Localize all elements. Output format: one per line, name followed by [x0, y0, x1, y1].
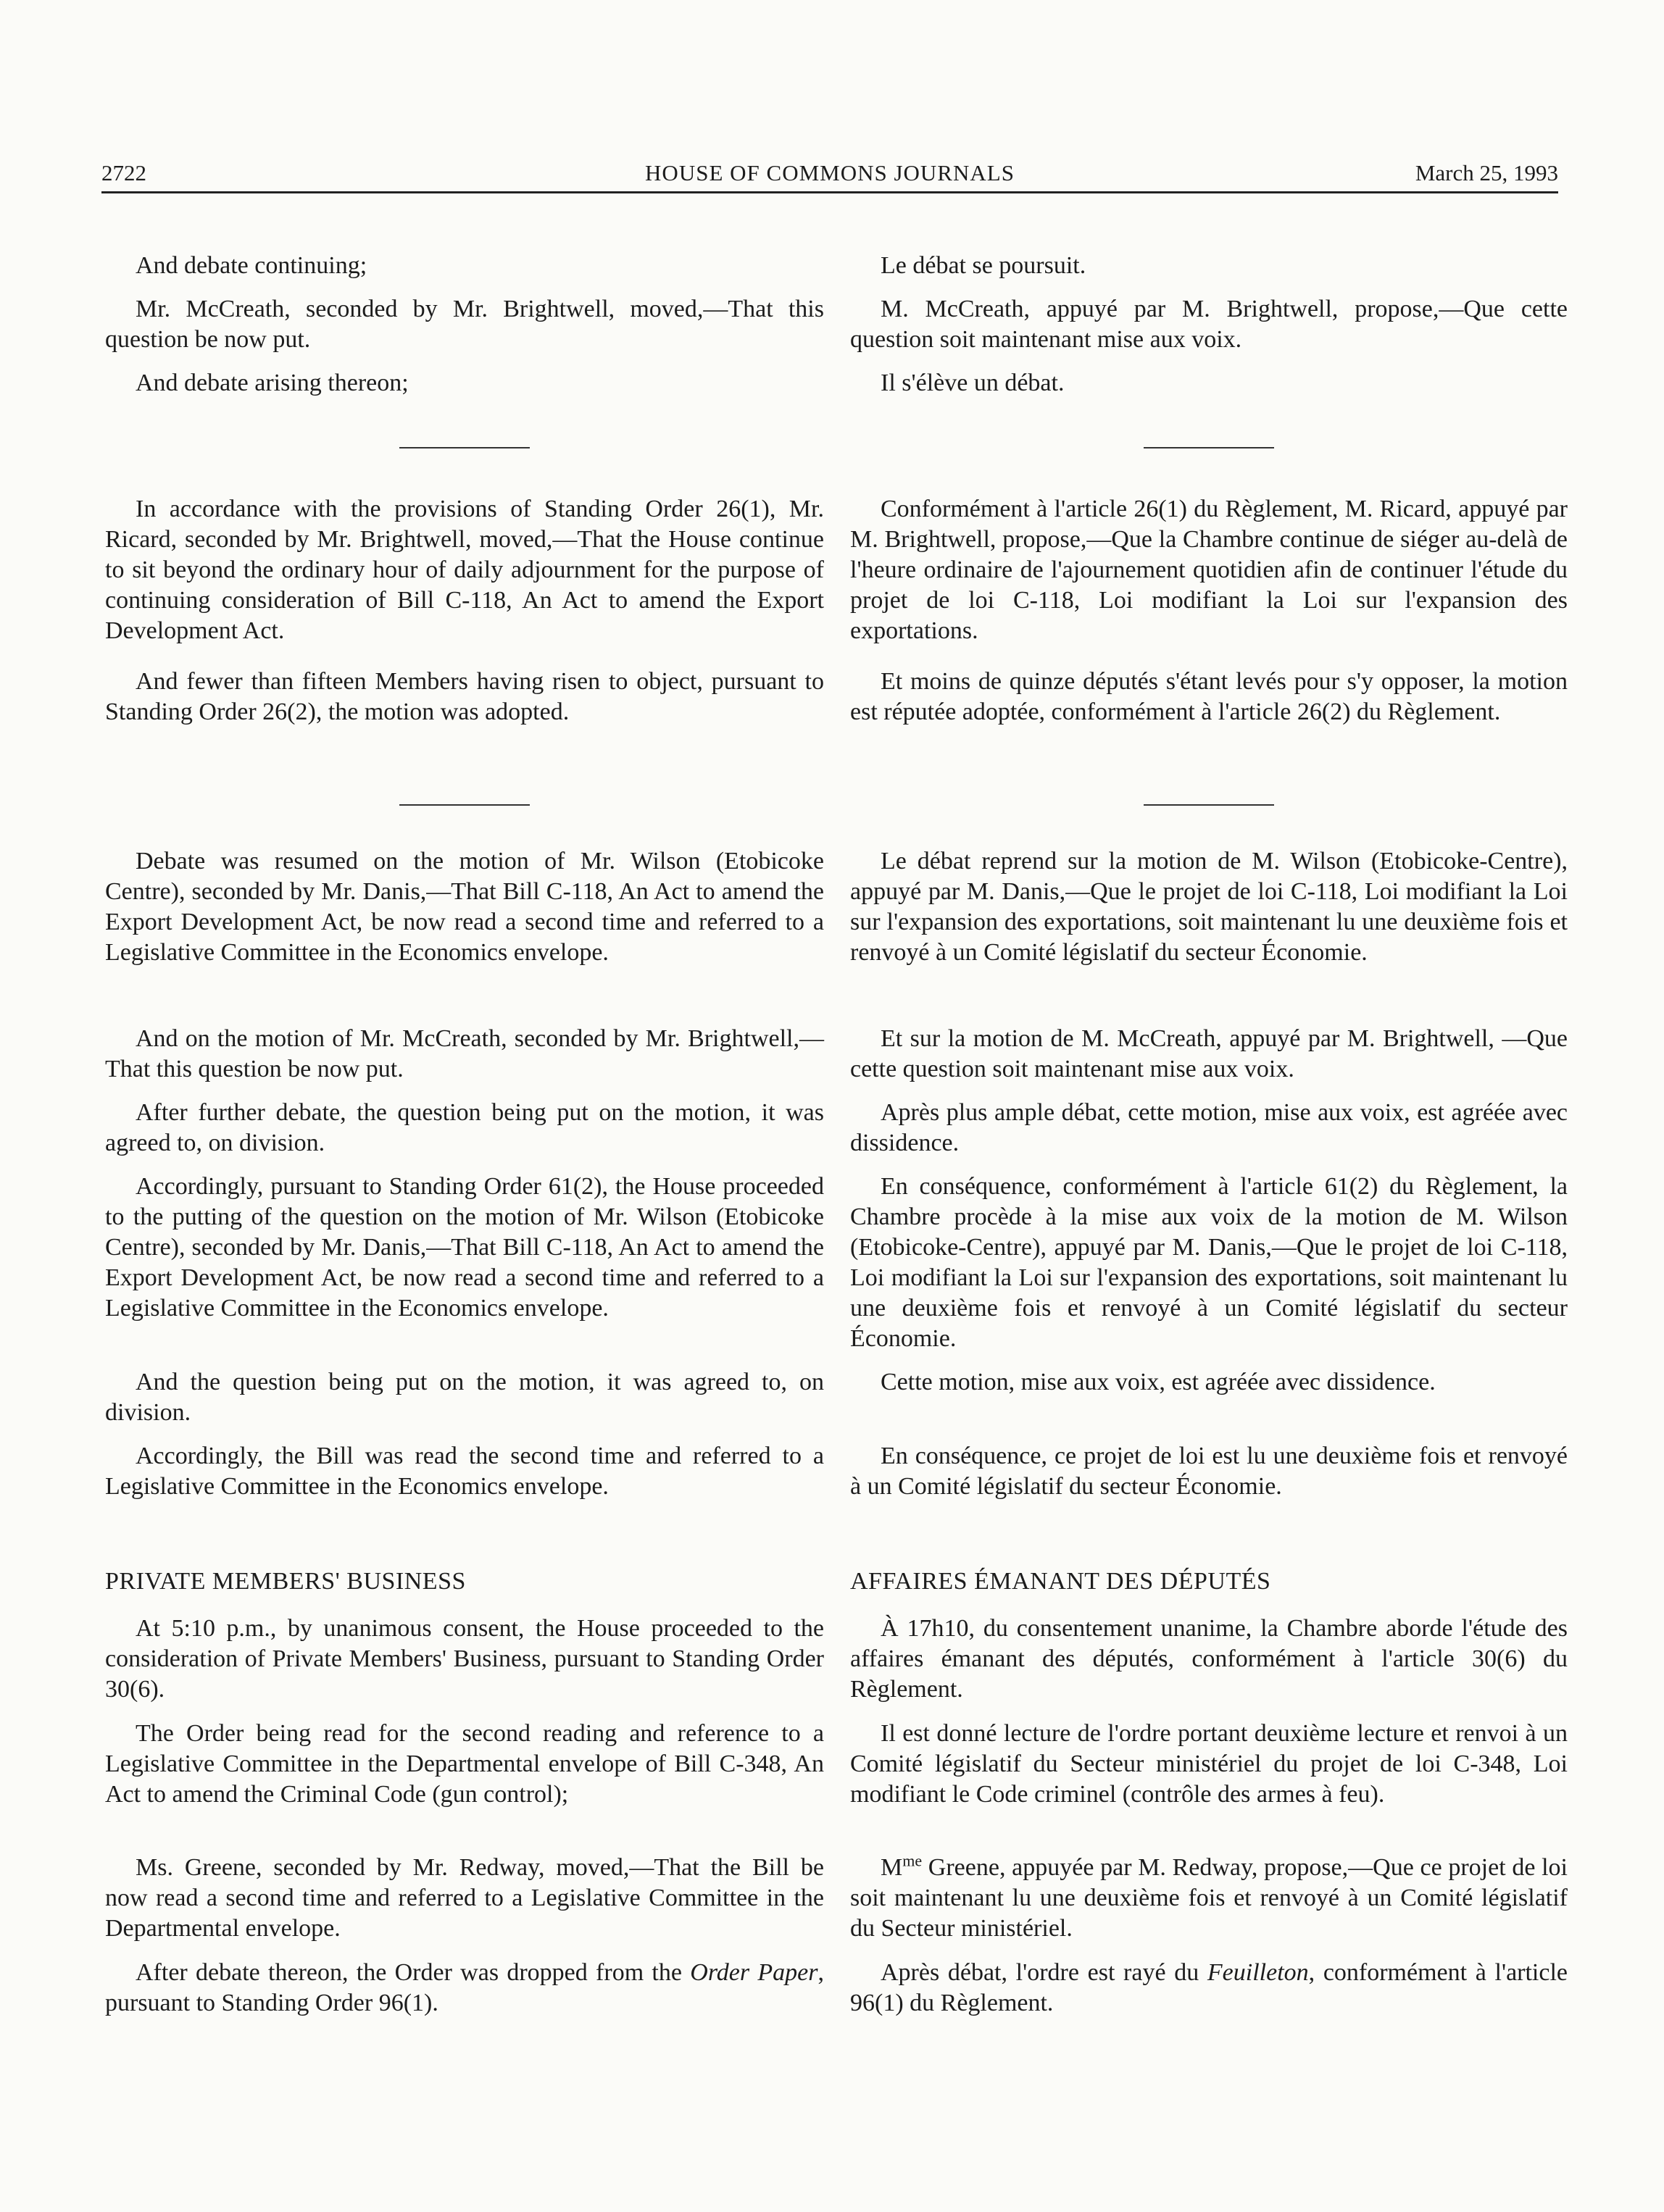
- en-order-paper-italic: Order Paper: [690, 1959, 818, 1986]
- fr-article-26-1: [850, 494, 1568, 646]
- en-paragraph: At 5:10 p.m., by unanimous consent, the House proceeded to the consideration of Private Members' Business, pursuant to Standing Order 30(6).: [105, 1615, 824, 1703]
- fr-debat-poursuit: [850, 251, 1568, 281]
- fr-feuilleton-italic: Feuilleton: [1207, 1959, 1309, 1986]
- en-paragraph: And the question being put on the motion, it was agreed to, on division.: [105, 1369, 824, 1426]
- en-debate-resumed: [105, 846, 824, 968]
- fr-paragraph: Et sur la motion de M. McCreath, appuyé par M. Brightwell, —Que cette question soit maintenant mise aux voix.: [850, 1025, 1568, 1082]
- fr-motion-agreee: [850, 1367, 1568, 1398]
- en-motion-adopted: [105, 667, 824, 727]
- en-paragraph: Accordingly, the Bill was read the second time and referred to a Legislative Committee in the Economics envelope.: [105, 1443, 824, 1500]
- en-order-dropped: [105, 1958, 824, 2019]
- fr-paragraph: Cette motion, mise aux voix, est agréée avec dissidence.: [881, 1369, 1436, 1395]
- fr-greene-motion: [850, 1853, 1568, 1944]
- en-heading-private-members-business: PRIVATE MEMBERS' BUSINESS: [105, 1568, 466, 1595]
- en-bill-second-reading: [105, 1441, 824, 1502]
- fr-heading-affaires-deputes: AFFAIRES ÉMANANT DES DÉPUTÉS: [850, 1568, 1271, 1595]
- en-debate-continuing: [105, 251, 824, 281]
- fr-paragraph: Il s'élève un débat.: [881, 370, 1065, 396]
- fr-paragraph: Et moins de quinze députés s'étant levés pour s'y opposer, la motion est réputée adoptée, conformément à l'article 26(2) du Règlement.: [850, 668, 1568, 725]
- fr-paragraph: M. McCreath, appuyé par M. Brightwell, propose,—Que cette question soit maintenant mise aux voix.: [850, 296, 1568, 353]
- en-paragraph: After further debate, the question being put on the motion, it was agreed to, on division.: [105, 1099, 824, 1156]
- en-debate-arising: [105, 368, 824, 398]
- en-standing-order-61-2: [105, 1172, 824, 1324]
- en-motion-mccreath: [105, 1024, 824, 1085]
- en-mccreath-motion: [105, 294, 824, 355]
- fr-paragraph: Conformément à l'article 26(1) du Règlement, M. Ricard, appuyé par M. Brightwell, propose,—Que la Chambre continue de siéger au-delà de l'heure ordinaire de l'ajournement quotidien afin de continuer l'étude du projet de loi C-118, Loi modifiant la Loi sur l'expansion des exportations.: [850, 496, 1568, 644]
- fr-paragraph: Après débat, l'ordre est rayé du Feuilleton, conformément à l'article 96(1) du Règlement.: [850, 1959, 1568, 2016]
- fr-separator: [1144, 447, 1274, 448]
- en-paragraph: Mr. McCreath, seconded by Mr. Brightwell, moved,—That this question be now put.: [105, 296, 824, 353]
- en-separator: [399, 804, 530, 806]
- en-paragraph: Debate was resumed on the motion of Mr. Wilson (Etobicoke Centre), seconded by Mr. Danis,—That Bill C-118, An Act to amend the Export Development Act, be now read a second time and referred to a Legislative Committee in the Economics envelope.: [105, 848, 824, 966]
- fr-paragraph: En conséquence, conformément à l'article 61(2) du Règlement, la Chambre procède à la mise aux voix de la motion de M. Wilson (Etobicoke-Centre), appuyé par M. Danis,—Que le projet de loi C-118, Loi modifiant la Loi sur l'expansion des exportations, soit maintenant lu une deuxième fois et renvoyé à un Comité législatif du secteur Économie.: [850, 1173, 1568, 1352]
- fr-ample-debat: [850, 1098, 1568, 1159]
- fr-mccreath-motion: [850, 294, 1568, 355]
- fr-paragraph: Le débat reprend sur la motion de M. Wilson (Etobicoke-Centre), appuyé par M. Danis,—Que le projet de loi C-118, Loi modifiant la Loi sur l'expansion des exportations, soit maintenant lu une deuxième fois et renvoyé à un Comité législatif du secteur Économie.: [850, 848, 1568, 966]
- fr-debat-eleve: [850, 368, 1568, 398]
- en-paragraph: Ms. Greene, seconded by Mr. Redway, moved,—That the Bill be now read a second time and referred to a Legislative Committee in the Departmental envelope.: [105, 1854, 824, 1942]
- en-private-members-consent: [105, 1614, 824, 1705]
- en-greene-motion: [105, 1853, 824, 1944]
- fr-paragraph: $M^{me}$ Greene, appuyée par M. Redway, propose,—Que ce projet de loi soit maintenant lu une deuxième fois et renvoyé à un Comité législatif du Secteur ministériel.: [850, 1851, 1568, 1942]
- fr-article-61-2: [850, 1172, 1568, 1354]
- fr-paragraph: Le débat se poursuit.: [881, 252, 1086, 279]
- fr-ordre-raye: [850, 1958, 1568, 2019]
- en-paragraph: And debate arising thereon;: [136, 370, 409, 396]
- fr-title-superscript: me: [902, 1851, 923, 1870]
- en-paragraph: The Order being read for the second reading and reference to a Legislative Committee in the Departmental envelope of Bill C-348, An Act to amend the Criminal Code (gun control);: [105, 1720, 824, 1808]
- fr-paragraph: En conséquence, ce projet de loi est lu une deuxième fois et renvoyé à un Comité législatif du secteur Économie.: [850, 1443, 1568, 1500]
- fr-section-heading: [850, 1566, 1568, 1597]
- en-paragraph: And on the motion of Mr. McCreath, seconded by Mr. Brightwell,—That this question be now put.: [105, 1025, 824, 1082]
- journal-title: HOUSE OF COMMONS JOURNALS: [645, 160, 1015, 185]
- fr-projet-lu: [850, 1441, 1568, 1502]
- en-question-agreed: [105, 1367, 824, 1428]
- en-section-heading: [105, 1566, 824, 1597]
- en-separator: [399, 447, 530, 448]
- en-standing-order-26-1: [105, 494, 824, 646]
- fr-motion-mccreath: [850, 1024, 1568, 1085]
- journal-date: March 25, 1993: [1415, 160, 1558, 185]
- fr-consentement-unanime: [850, 1614, 1568, 1705]
- en-paragraph: Accordingly, pursuant to Standing Order 61(2), the House proceeded to the putting of the question on the motion of Mr. Wilson (Etobicoke Centre), seconded by Mr. Danis,—That Bill C-118, An Act to amend the Export Development Act, be now read a second time and referred to a Legislative Committee in the Economics envelope.: [105, 1173, 824, 1322]
- fr-paragraph: Il est donné lecture de l'ordre portant deuxième lecture et renvoi à un Comité législatif du Secteur ministériel du projet de loi C-348, Loi modifiant le Code criminel (contrôle des armes à feu).: [850, 1720, 1568, 1808]
- fr-motion-adoptee: [850, 667, 1568, 727]
- en-paragraph: And debate continuing;: [136, 252, 367, 279]
- header-rule: [101, 191, 1558, 193]
- en-order-read-c348: [105, 1719, 824, 1810]
- fr-paragraph: Après plus ample débat, cette motion, mise aux voix, est agréée avec dissidence.: [850, 1099, 1568, 1156]
- page-number: 2722: [101, 160, 146, 185]
- fr-lecture-ordre-c348: [850, 1719, 1568, 1810]
- en-paragraph: And fewer than fifteen Members having risen to object, pursuant to Standing Order 26(2), the motion was adopted.: [105, 668, 824, 725]
- fr-separator: [1144, 804, 1274, 806]
- en-further-debate: [105, 1098, 824, 1159]
- en-paragraph: In accordance with the provisions of Standing Order 26(1), Mr. Ricard, seconded by Mr. Brightwell, moved,—That the House continue to sit beyond the ordinary hour of daily adjournment for the purpose of continuing consideration of Bill C-118, An Act to amend the Export Development Act.: [105, 496, 824, 644]
- fr-debat-reprend: [850, 846, 1568, 968]
- fr-paragraph: À 17h10, du consentement unanime, la Chambre aborde l'étude des affaires émanant des députés, conformément à l'article 30(6) du Règlement.: [850, 1615, 1568, 1703]
- page-header: [101, 155, 1558, 191]
- en-paragraph: After debate thereon, the Order was dropped from the Order Paper, pursuant to Standing Order 96(1).: [105, 1959, 824, 2016]
